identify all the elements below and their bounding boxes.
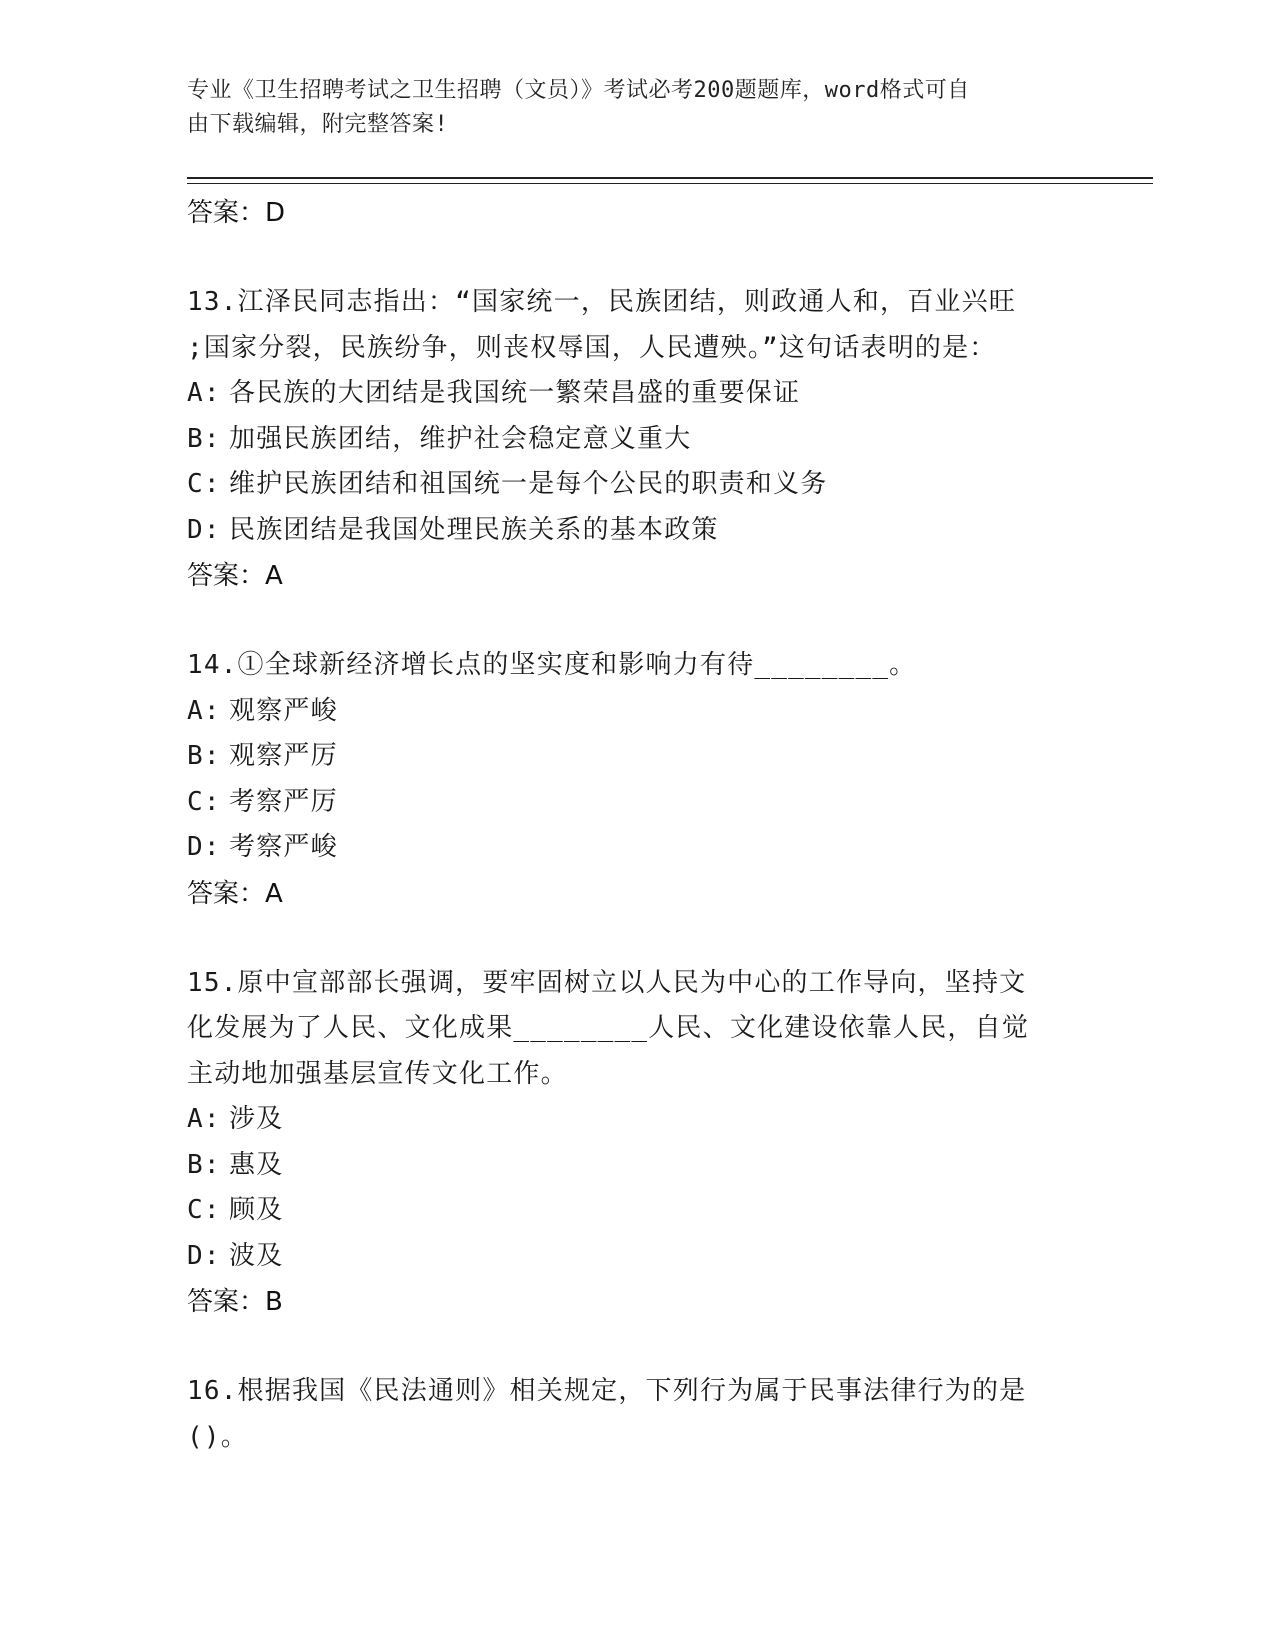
option-text: 波及 bbox=[229, 1240, 284, 1271]
option-key: A: bbox=[187, 378, 221, 408]
question-14 bbox=[187, 643, 1087, 917]
option-key: C: bbox=[187, 1195, 221, 1225]
option-c bbox=[187, 780, 1087, 826]
question-stem-line: ()。 bbox=[187, 1421, 248, 1452]
option-key: B: bbox=[187, 741, 221, 771]
question-stem-line: 15.原中宣部部长强调，要牢固树立以人民为中心的工作导向，坚持文 bbox=[187, 967, 1027, 998]
question-13 bbox=[187, 280, 1087, 599]
option-key: A: bbox=[187, 1104, 221, 1134]
option-text: 观察严厉 bbox=[229, 741, 338, 771]
option-key: D: bbox=[187, 1240, 221, 1271]
option-text: 顾及 bbox=[229, 1195, 284, 1225]
header-line-2: 由下载编辑，附完整答案! bbox=[187, 112, 449, 137]
spacer bbox=[187, 599, 1087, 643]
question-15 bbox=[187, 961, 1087, 1326]
option-a bbox=[187, 689, 1087, 735]
option-key: D: bbox=[187, 514, 221, 545]
option-key: C: bbox=[187, 469, 221, 499]
option-b bbox=[187, 417, 1087, 463]
page-header bbox=[187, 74, 1087, 142]
option-c bbox=[187, 1188, 1087, 1234]
option-a bbox=[187, 371, 1087, 417]
option-text: 惠及 bbox=[229, 1149, 284, 1180]
option-text: 观察严峻 bbox=[229, 695, 338, 726]
option-d bbox=[187, 825, 1087, 871]
option-key: A: bbox=[187, 695, 221, 726]
option-text: 维护民族团结和祖国统一是每个公民的职责和义务 bbox=[229, 469, 828, 499]
spacer bbox=[187, 917, 1087, 961]
option-key: B: bbox=[187, 423, 221, 454]
option-text: 加强民族团结，维护社会稳定意义重大 bbox=[229, 423, 692, 454]
spacer bbox=[187, 1325, 1087, 1369]
spacer bbox=[187, 236, 1087, 280]
option-text: 各民族的大团结是我国统一繁荣昌盛的重要保证 bbox=[229, 378, 801, 408]
question-stem-line: 16.根据我国《民法通则》相关规定，下列行为属于民事法律行为的是 bbox=[187, 1376, 1027, 1406]
option-key: D: bbox=[187, 832, 221, 862]
previous-answer: 答案：D bbox=[187, 198, 286, 228]
question-16 bbox=[187, 1369, 1087, 1460]
option-c bbox=[187, 462, 1087, 508]
answer: 答案：A bbox=[187, 561, 283, 591]
option-d bbox=[187, 508, 1087, 554]
answer: 答案：B bbox=[187, 1287, 283, 1317]
option-text: 涉及 bbox=[229, 1104, 284, 1134]
option-text: 考察严厉 bbox=[229, 786, 338, 817]
option-b bbox=[187, 1143, 1087, 1189]
option-key: B: bbox=[187, 1149, 221, 1180]
option-b bbox=[187, 734, 1087, 780]
option-text: 考察严峻 bbox=[229, 832, 338, 862]
answer: 答案：A bbox=[187, 878, 283, 909]
question-stem-line: 13.江泽民同志指出：“国家统一，民族团结，则政通人和，百业兴旺 bbox=[187, 287, 1017, 317]
question-stem-line: 主动地加强基层宣传文化工作。 bbox=[187, 1058, 568, 1089]
question-stem-line: 14.①全球新经济增长点的坚实度和影响力有待________。 bbox=[187, 650, 917, 680]
header-divider-thick bbox=[187, 177, 1153, 179]
option-a bbox=[187, 1097, 1087, 1143]
option-d bbox=[187, 1234, 1087, 1280]
question-stem-line: 化发展为了人民、文化成果________人民、文化建设依靠人民，自觉 bbox=[187, 1013, 1030, 1043]
header-divider-thin bbox=[187, 183, 1153, 184]
header-line-1: 专业《卫生招聘考试之卫生招聘（文员）》考试必考200题题库，word格式可自 bbox=[187, 78, 970, 103]
option-text: 民族团结是我国处理民族关系的基本政策 bbox=[229, 514, 719, 545]
question-stem-line: ;国家分裂，民族纷争，则丧权辱国，人民遭殃。”这句话表明的是： bbox=[187, 332, 997, 363]
question-list bbox=[187, 190, 1087, 1460]
option-key: C: bbox=[187, 786, 221, 817]
